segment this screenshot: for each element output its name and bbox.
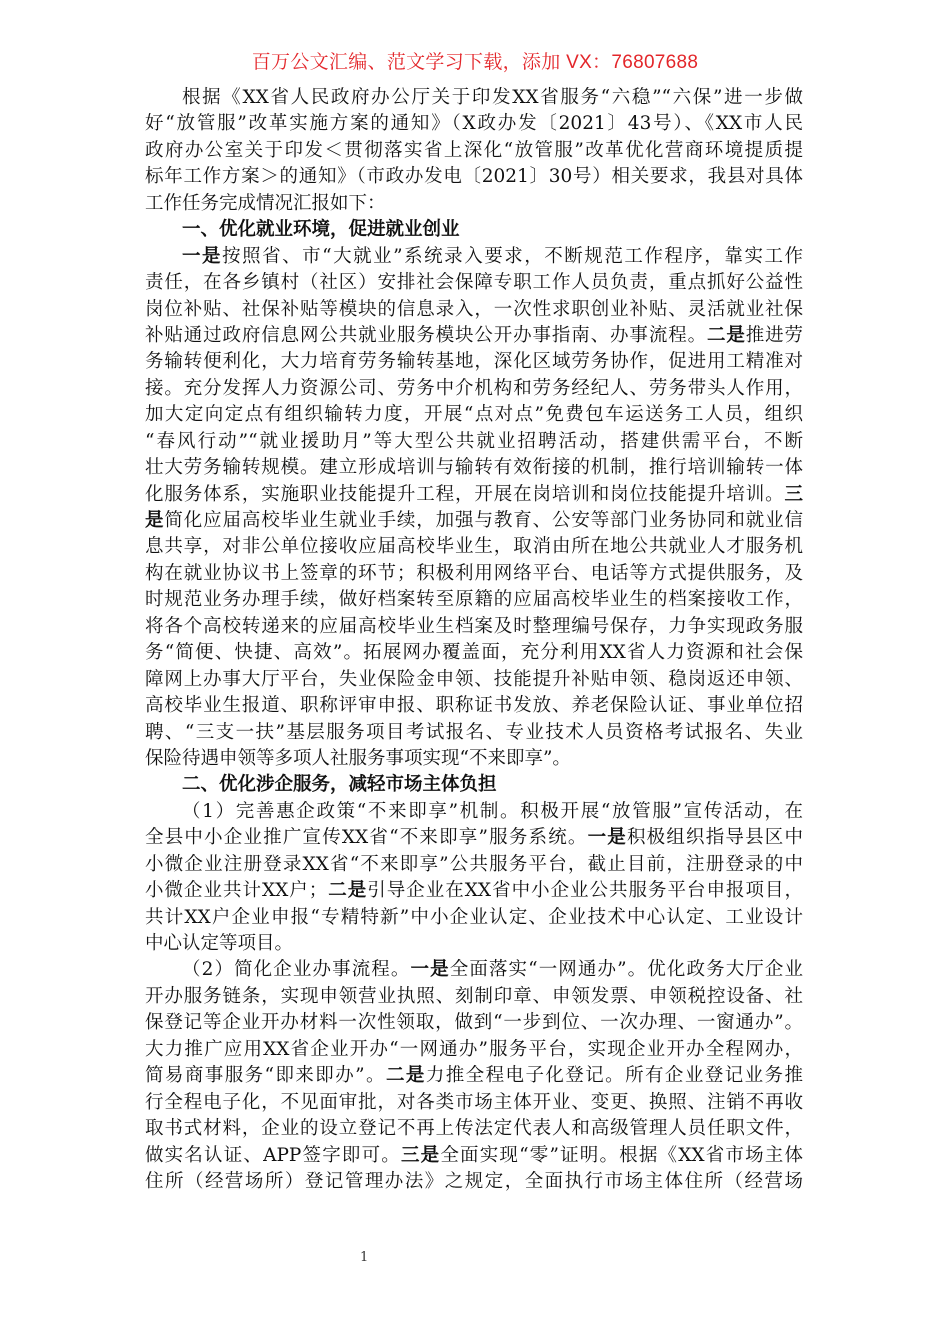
text-line: [145, 429, 803, 455]
bold-lead-text: 二是: [385, 1065, 426, 1087]
line-text: 壮大劳务输转规模。建立形成培训与输转有效衔接的机制，推行培训输转一体: [145, 457, 803, 479]
bold-lead-text: 一是: [182, 245, 223, 267]
text-line: [145, 1169, 803, 1195]
line-text: 障网上办事大厅平台，失业保险金申领、技能提升补贴申领、稳岗返还申领、: [145, 668, 803, 690]
text-line: [145, 270, 803, 296]
text-line: [145, 244, 803, 270]
line-text: 二、优化涉企服务，减轻市场主体负担: [182, 774, 497, 796]
line-text: 开办服务链条，实现申领营业执照、刻制印章、申领发票、申领税控设备、社: [145, 985, 803, 1007]
text-line: [145, 825, 803, 851]
line-text: 工作任务完成情况汇报如下：: [145, 192, 386, 214]
line-text: 加大定向定点有组织输转力度，开展“点对点”免费包车运送务工人员，组织: [145, 404, 803, 426]
line-text: 简化应届高校毕业生就业手续，加强与教育、公安等部门业务协同和就业信: [164, 510, 803, 531]
text-line: [145, 746, 803, 772]
line-text: 保险待遇申领等多项人社服务事项实现“不来即享”。: [145, 747, 571, 769]
bold-lead-text: 三: [784, 483, 803, 505]
line-text: 政府办公室关于印发＜贯彻落实省上深化“放管服”改革优化营商环境提质提: [145, 139, 803, 161]
text-line: [145, 191, 803, 217]
text-line: [145, 455, 803, 481]
line-text: 根据《XX省人民政府办公厅关于印发XX省服务“六稳”“六保”进一步做: [182, 87, 803, 108]
bold-lead-text: 一是: [587, 827, 627, 849]
text-line: [145, 1063, 803, 1089]
line-text: 将各个高校转递来的应届高校毕业生档案及时整理编号保存，力争实现政务服: [145, 615, 803, 637]
page-number: 1: [360, 1250, 369, 1265]
line-text: 小微企业共计XX户；: [145, 880, 328, 902]
text-line: [145, 957, 803, 983]
text-line: [145, 376, 803, 402]
line-text: 力推全程电子化登记。所有企业登记业务推: [425, 1065, 803, 1087]
line-text: 息共享，对非公单位接收应届高校毕业生，取消由所在地公共就业人才服务机: [145, 536, 803, 558]
line-text: “春风行动”“就业援助月”等大型公共就业招聘活动，搭建供需平台，不断: [145, 430, 803, 452]
text-line: [145, 693, 803, 719]
text-line: [145, 667, 803, 693]
line-text: 住所（经营场所）登记管理办法》之规定，全面执行市场主体住所（经营场: [145, 1170, 803, 1192]
line-text: 时规范业务办理手续，做好档案转至原籍的应届高校毕业生的档案接收工作，: [145, 589, 803, 611]
bold-lead-text: 一是: [410, 959, 450, 981]
line-text: 按照省、市“大就业”系统录入要求，不断规范工作程序，靠实工作: [222, 245, 803, 267]
line-text: 全县中小企业推广宣传XX省“不来即享”服务系统。: [145, 827, 588, 849]
bold-lead-text: 是: [145, 510, 165, 531]
line-text: 一、优化就业环境，促进就业创业: [182, 219, 460, 241]
text-line: [145, 1010, 803, 1036]
line-text: 好“放管服”改革实施方案的通知》（X政办发〔2021〕43号）、《XX市人民: [145, 113, 803, 135]
text-line: [145, 164, 803, 190]
text-line: [145, 1090, 803, 1116]
line-text: 全面落实“一网通办”。优化政务大厅企业: [449, 959, 803, 981]
text-line: [145, 534, 803, 560]
text-line: [145, 640, 803, 666]
line-text: 引导企业在XX省中小企业公共服务平台申报项目，: [367, 880, 803, 902]
line-text: （2）简化企业办事流程。: [182, 959, 411, 981]
text-line: [145, 852, 803, 878]
text-line: [145, 587, 803, 613]
text-line: [145, 878, 803, 904]
text-line: [145, 1143, 803, 1169]
text-line: [145, 297, 803, 323]
text-line: [145, 561, 803, 587]
line-text: 全面实现“零”证明。根据《XX省市场主体: [440, 1144, 803, 1166]
text-line: [145, 111, 803, 137]
line-text: 小微企业注册登录XX省“不来即享”公共服务平台，截止目前，注册登录的中: [145, 853, 803, 875]
watermark-banner: 百万公文汇编、范文学习下载，添加 VX：76807688: [251, 52, 699, 73]
text-line: [145, 402, 803, 428]
bold-lead-text: 二是: [706, 324, 746, 346]
line-text: 标年工作方案＞的通知》（市政办发电〔2021〕30号）相关要求，我县对具体: [145, 166, 803, 188]
line-text: 高校毕业生报道、职称评审申报、职称证书发放、养老保险认证、事业单位招: [145, 695, 803, 717]
line-text: 构在就业协议书上签章的环节；积极利用网络平台、电话等方式提供服务，及: [145, 562, 803, 584]
line-text: 责任，在各乡镇村（社区）安排社会保障专职工作人员负责，重点抓好公益性: [145, 272, 803, 294]
text-line: [145, 1116, 803, 1142]
text-line: [145, 138, 803, 164]
line-text: 简易商事服务“即来即办”。: [145, 1065, 386, 1087]
line-text: 取书式材料，企业的设立登记不再上传法定代表人和高级管理人员任职文件，: [145, 1118, 803, 1140]
line-text: （1）完善惠企政策“不来即享”机制。积极开展“放管服”宣传活动，在: [182, 800, 803, 822]
text-line: [145, 984, 803, 1010]
text-line: [145, 1037, 803, 1063]
text-line: [145, 614, 803, 640]
bold-lead-text: 三是: [401, 1144, 441, 1166]
text-line: [145, 482, 803, 508]
text-line: [145, 931, 803, 957]
line-text: 做实名认证、APP签字即可。: [145, 1144, 401, 1166]
line-text: 务“简便、快捷、高效”。拓展网办覆盖面，充分利用XX省人力资源和社会保: [145, 642, 803, 664]
line-text: 大力推广应用XX省企业开办“一网通办”服务平台，实现企业开办全程网办，: [145, 1038, 803, 1060]
text-line: [145, 323, 803, 349]
bold-lead-text: 二是: [327, 880, 368, 902]
line-text: 保登记等企业开办材料一次性领取，做到“一步到位、一次办理、一窗通办”。: [145, 1012, 803, 1034]
section-heading: [145, 772, 803, 798]
text-line: [145, 85, 803, 111]
text-line: [145, 905, 803, 931]
text-line: [145, 799, 803, 825]
line-text: 共计XX户企业申报“专精特新”中小企业认定、企业技术中心认定、工业设计: [145, 906, 803, 928]
line-text: 推进劳: [745, 324, 803, 346]
line-text: 聘、“三支一扶”基层服务项目考试报名、专业技术人员资格考试报名、失业: [145, 721, 803, 743]
text-line: [145, 508, 803, 534]
line-text: 接。充分发挥人力资源公司、劳务中介机构和劳务经纪人、劳务带头人作用，: [145, 377, 803, 399]
line-text: 中心认定等项目。: [145, 933, 294, 954]
text-line: [145, 349, 803, 375]
line-text: 务输转便利化，大力培育劳务输转基地，深化区域劳务协作，促进用工精准对: [145, 351, 803, 373]
text-line: [145, 720, 803, 746]
section-heading: [145, 217, 803, 243]
line-text: 行全程电子化，不见面审批，对各类市场主体开业、变更、换照、注销不再收: [145, 1091, 803, 1113]
document-body: [145, 85, 803, 1195]
line-text: 岗位补贴、社保补贴等模块的信息录入，一次性求职创业补贴、灵活就业社保: [145, 298, 803, 320]
line-text: 补贴通过政府信息网公共就业服务模块公开办事指南、办事流程。: [145, 324, 707, 346]
line-text: 积极组织指导县区中: [626, 827, 803, 849]
line-text: 化服务体系，实施职业技能提升工程，开展在岗培训和岗位技能提升培训。: [145, 483, 785, 505]
